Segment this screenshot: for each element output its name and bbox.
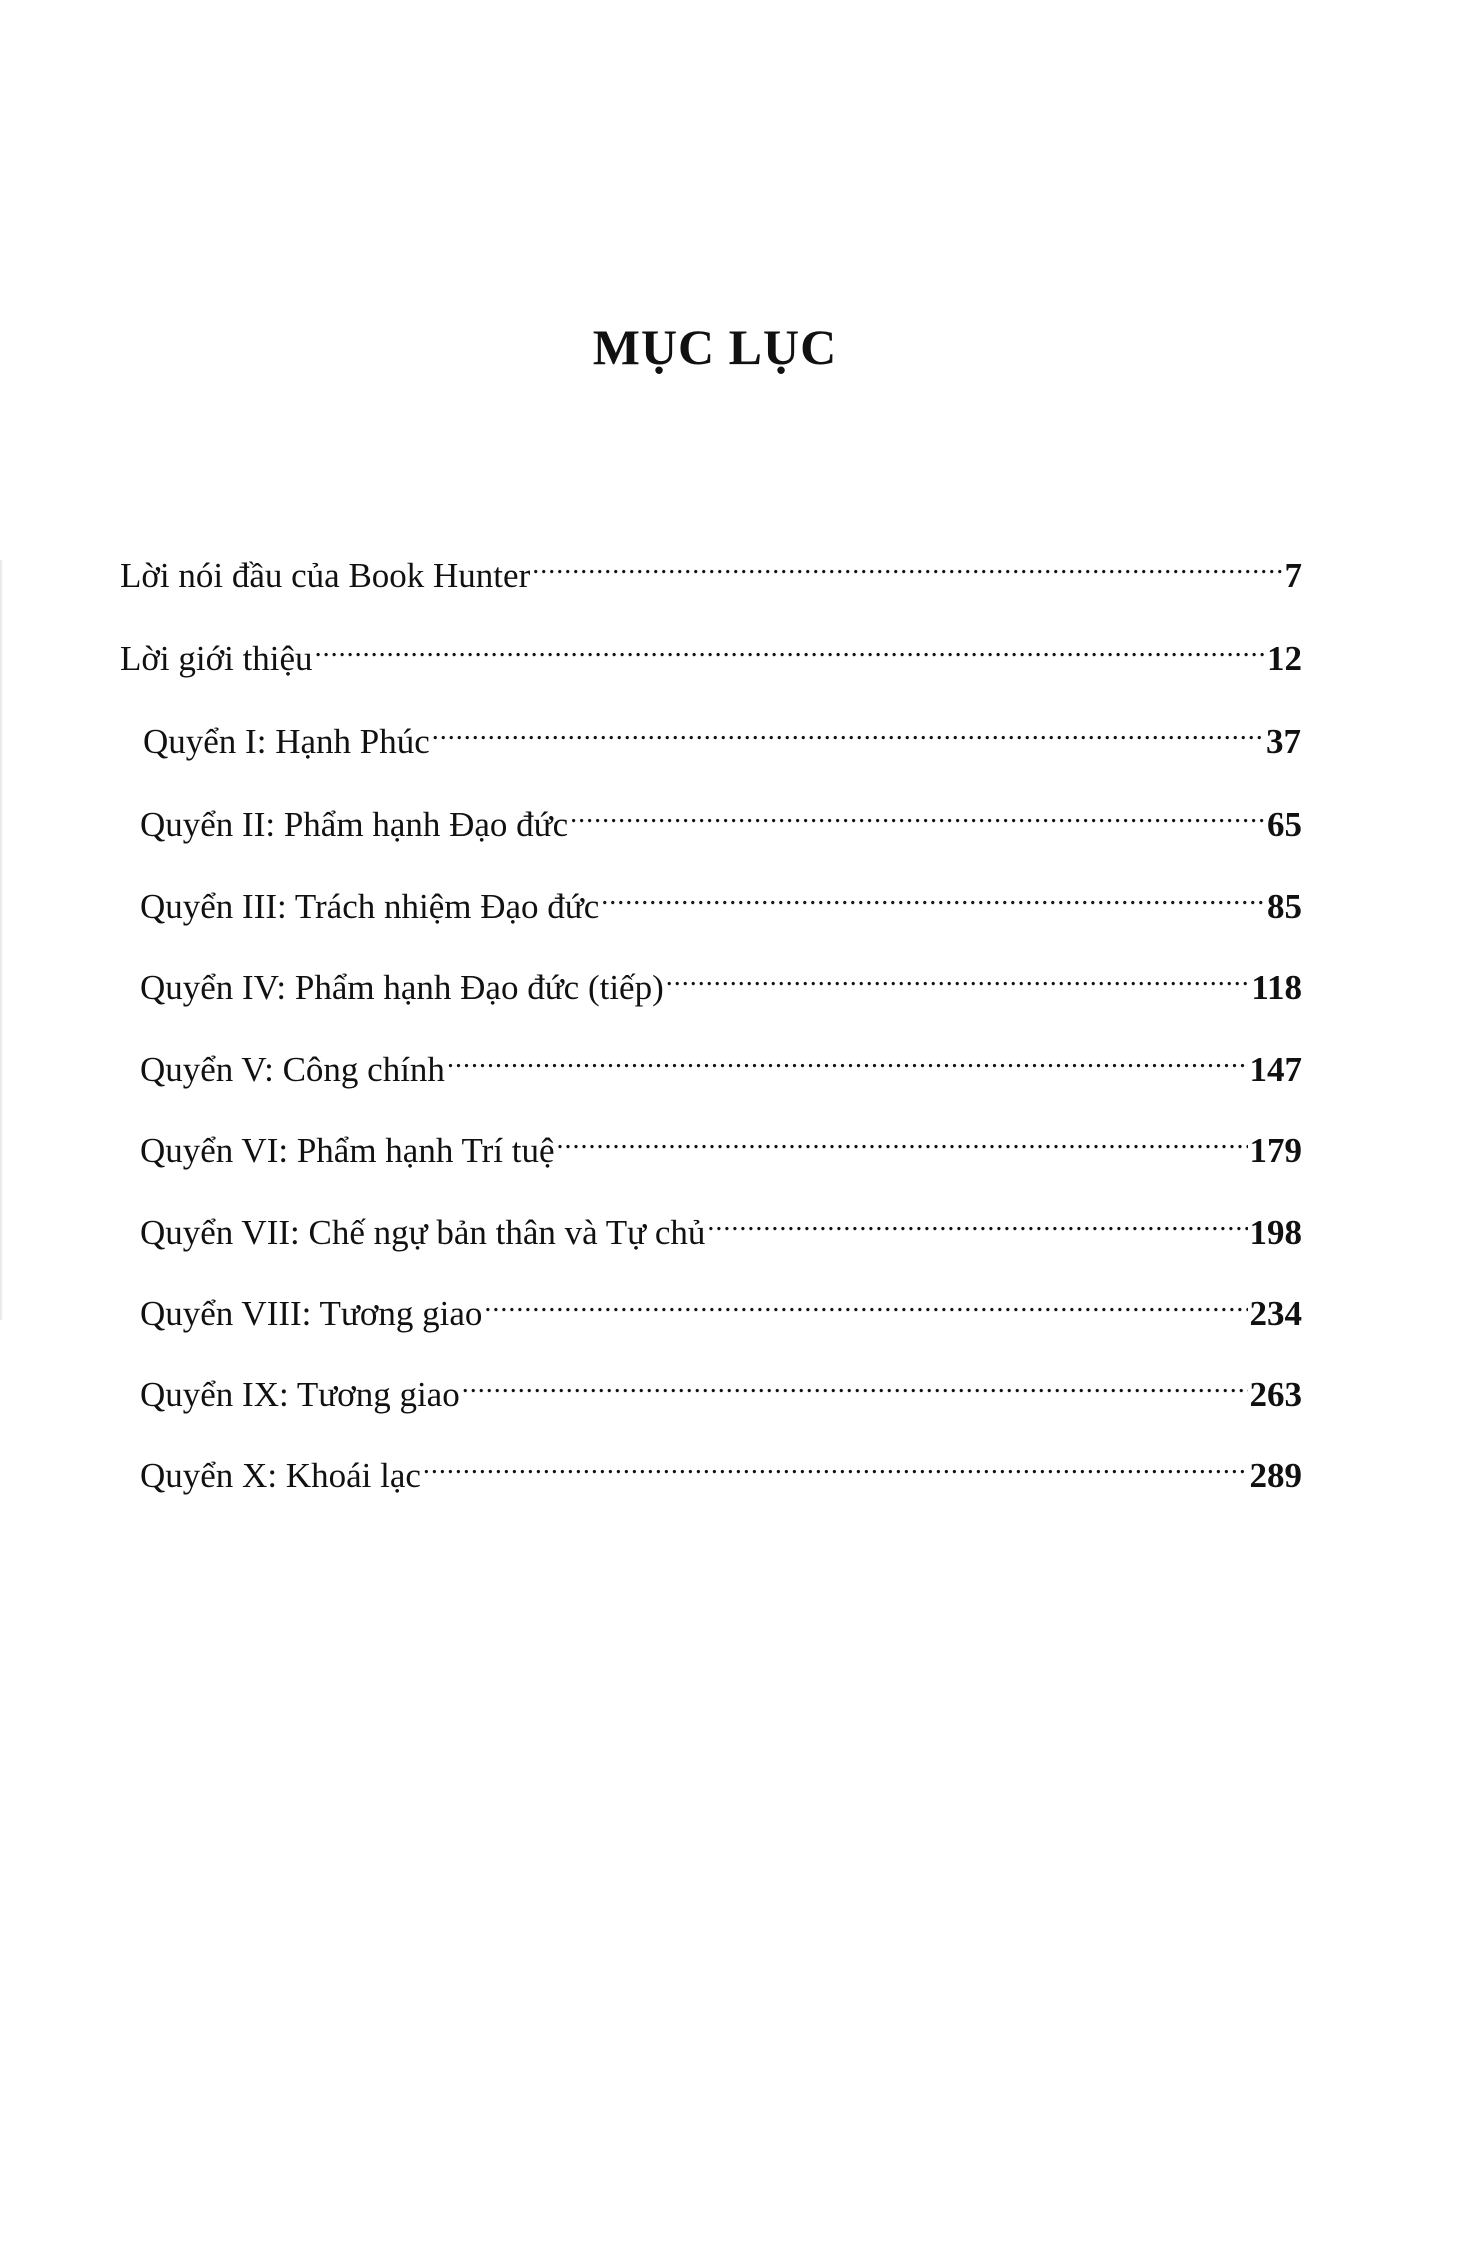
toc-entry-label: Quyển X: Khoái lạc bbox=[140, 1456, 421, 1495]
toc-dot-leader bbox=[707, 1200, 1247, 1244]
toc-entry-page: 263 bbox=[1249, 1375, 1302, 1414]
toc-entry-label: Lời giới thiệu bbox=[120, 639, 313, 678]
toc-entry-page: 147 bbox=[1249, 1050, 1302, 1089]
toc-entry bbox=[140, 874, 1302, 926]
toc-entry bbox=[140, 1200, 1302, 1252]
toc-entry-label: Quyển VII: Chế ngự bản thân và Tự chủ bbox=[140, 1213, 706, 1252]
toc-entry-page: 234 bbox=[1249, 1294, 1302, 1333]
toc-entry-label: Quyển VIII: Tương giao bbox=[140, 1294, 483, 1333]
toc-entry-page: 12 bbox=[1267, 639, 1302, 678]
toc-dot-leader bbox=[570, 792, 1265, 836]
toc-entry-page: 289 bbox=[1249, 1456, 1302, 1495]
toc-dot-leader bbox=[432, 709, 1264, 753]
toc-entry-label: Quyển IX: Tương giao bbox=[140, 1375, 460, 1414]
page-title: MỤC LỤC bbox=[592, 319, 838, 375]
toc-dot-leader bbox=[484, 1281, 1247, 1325]
toc-entry-label: Quyển VI: Phẩm hạnh Trí tuệ bbox=[140, 1131, 555, 1170]
toc-entry-label: Lời nói đầu của Book Hunter bbox=[120, 556, 531, 595]
toc-dot-leader bbox=[532, 543, 1282, 587]
toc-entry bbox=[140, 792, 1302, 844]
toc-entry-page: 118 bbox=[1251, 968, 1302, 1007]
toc-dot-leader bbox=[423, 1443, 1248, 1487]
toc-entry bbox=[140, 1037, 1302, 1089]
toc-entry bbox=[120, 626, 1302, 678]
toc-dot-leader bbox=[601, 874, 1265, 918]
toc-entry-label: Quyển I: Hạnh Phúc bbox=[143, 722, 430, 761]
toc-entry bbox=[120, 543, 1302, 595]
toc-entry bbox=[140, 1443, 1302, 1495]
toc-entry-page: 198 bbox=[1249, 1213, 1302, 1252]
toc-entry-label: Quyển IV: Phẩm hạnh Đạo đức (tiếp) bbox=[140, 968, 664, 1007]
toc-entry bbox=[140, 1362, 1302, 1414]
toc-entry-page: 65 bbox=[1267, 805, 1302, 844]
toc-dot-leader bbox=[666, 955, 1250, 999]
toc-entry-label: Quyển II: Phẩm hạnh Đạo đức bbox=[140, 805, 569, 844]
toc-dot-leader bbox=[447, 1037, 1248, 1081]
toc-entry-page: 37 bbox=[1266, 722, 1301, 761]
toc-entry bbox=[143, 709, 1301, 761]
toc-entry-label: Quyển V: Công chính bbox=[140, 1050, 445, 1089]
toc-entry-page: 179 bbox=[1249, 1131, 1302, 1170]
toc-dot-leader bbox=[557, 1118, 1248, 1162]
toc-entry bbox=[140, 1281, 1302, 1333]
toc-entry bbox=[140, 955, 1302, 1007]
toc-entry-page: 85 bbox=[1267, 887, 1302, 926]
toc-entry-page: 7 bbox=[1284, 556, 1302, 595]
toc-entry-label: Quyển III: Trách nhiệm Đạo đức bbox=[140, 887, 600, 926]
toc-entry bbox=[140, 1118, 1302, 1170]
toc-dot-leader bbox=[315, 626, 1265, 670]
toc-dot-leader bbox=[462, 1362, 1248, 1406]
